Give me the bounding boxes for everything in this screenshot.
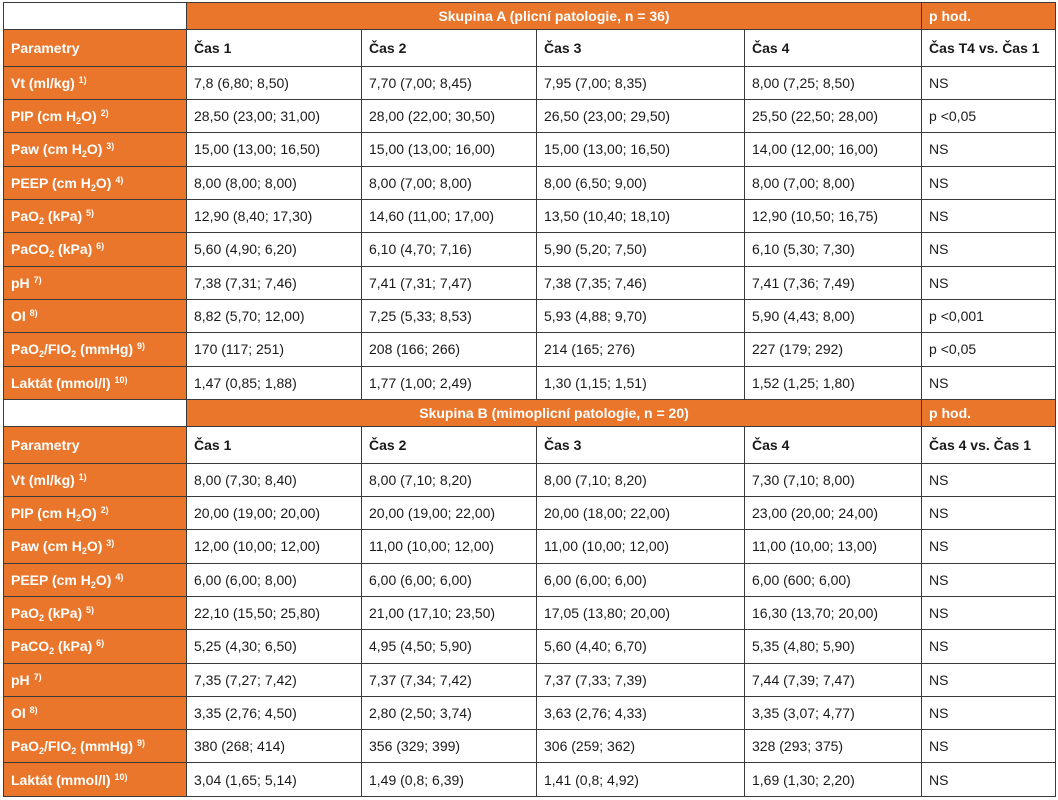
value-cell: 1,49 (0,8; 6,39)	[362, 763, 537, 797]
table-row	[4, 730, 1056, 763]
p-value-cell: NS	[922, 563, 1056, 596]
p-value-cell: NS	[922, 696, 1056, 729]
results-table	[3, 2, 1056, 797]
p-value-cell: NS	[922, 166, 1056, 199]
parameter-label: PEEP (cm $H_2O$) $^{4)}$	[4, 166, 187, 199]
parameter-label: pH $^{7)}$	[4, 663, 187, 696]
value-cell: 20,00 (19,00; 22,00)	[362, 496, 537, 529]
parameter-label: Laktát (mmol/l) $^{10)}$	[4, 763, 187, 797]
p-value-cell: NS	[922, 66, 1056, 99]
p-value-cell: NS	[922, 596, 1056, 629]
value-cell: 3,35 (3,07; 4,77)	[745, 696, 922, 729]
value-cell: 1,77 (1,00; 2,49)	[362, 366, 537, 399]
column-header: Čas 2	[362, 30, 537, 66]
table-row	[4, 299, 1056, 332]
value-cell: 170 (117; 251)	[187, 333, 362, 366]
table-row	[4, 366, 1056, 399]
table-row	[4, 133, 1056, 166]
value-cell: 28,50 (23,00; 31,00)	[187, 99, 362, 132]
table-row	[4, 763, 1056, 797]
column-header: Čas 3	[537, 427, 745, 463]
parameter-label: PIP (cm $H_2O$) $^{2)}$	[4, 496, 187, 529]
value-cell: 22,10 (15,50; 25,80)	[187, 596, 362, 629]
p-value-cell: p <0,05	[922, 99, 1056, 132]
parameter-label: PEEP (cm $H_2O$) $^{4)}$	[4, 563, 187, 596]
table-row	[4, 233, 1056, 266]
table-row	[4, 696, 1056, 729]
value-cell: 3,04 (1,65; 5,14)	[187, 763, 362, 797]
group-header-row	[4, 399, 1056, 426]
value-cell: 1,69 (1,30; 2,20)	[745, 763, 922, 797]
column-header: Čas 1	[187, 30, 362, 66]
value-cell: 7,37 (7,34; 7,42)	[362, 663, 537, 696]
parameter-label: Paw (cm $H_2O$) $^{3)}$	[4, 133, 187, 166]
value-cell: 26,50 (23,00; 29,50)	[537, 99, 745, 132]
parameter-label: OI $^{8)}$	[4, 299, 187, 332]
column-header: Čas 4 vs. Čas 1	[922, 427, 1056, 463]
p-value-cell: NS	[922, 663, 1056, 696]
value-cell: 6,10 (4,70; 7,16)	[362, 233, 537, 266]
value-cell: 7,70 (7,00; 8,45)	[362, 66, 537, 99]
value-cell: 13,50 (10,40; 18,10)	[537, 199, 745, 232]
value-cell: 208 (166; 266)	[362, 333, 537, 366]
value-cell: 5,60 (4,40; 6,70)	[537, 630, 745, 663]
value-cell: 1,30 (1,15; 1,51)	[537, 366, 745, 399]
table-row	[4, 333, 1056, 366]
table-row	[4, 463, 1056, 496]
parameter-label: $PaO_2/FIO_2$ (mmHg) $^{9)}$	[4, 333, 187, 366]
value-cell: 356 (329; 399)	[362, 730, 537, 763]
p-value-cell: p <0,001	[922, 299, 1056, 332]
p-value-cell: NS	[922, 763, 1056, 797]
value-cell: 7,38 (7,31; 7,46)	[187, 266, 362, 299]
value-cell: 1,47 (0,85; 1,88)	[187, 366, 362, 399]
value-cell: 20,00 (18,00; 22,00)	[537, 496, 745, 529]
value-cell: 3,63 (2,76; 4,33)	[537, 696, 745, 729]
value-cell: 8,00 (7,10; 8,20)	[537, 463, 745, 496]
p-value-cell: NS	[922, 366, 1056, 399]
value-cell: 306 (259; 362)	[537, 730, 745, 763]
column-header-row	[4, 30, 1056, 66]
value-cell: 5,93 (4,88; 9,70)	[537, 299, 745, 332]
value-cell: 5,60 (4,90; 6,20)	[187, 233, 362, 266]
value-cell: 1,52 (1,25; 1,80)	[745, 366, 922, 399]
value-cell: 6,10 (5,30; 7,30)	[745, 233, 922, 266]
parameter-label: PaO$_2$ (kPa) $^{5)}$	[4, 596, 187, 629]
value-cell: 5,35 (4,80; 5,90)	[745, 630, 922, 663]
value-cell: 2,80 (2,50; 3,74)	[362, 696, 537, 729]
value-cell: 8,00 (7,10; 8,20)	[362, 463, 537, 496]
value-cell: 227 (179; 292)	[745, 333, 922, 366]
p-value-cell: NS	[922, 496, 1056, 529]
value-cell: 214 (165; 276)	[537, 333, 745, 366]
value-cell: 11,00 (10,00; 12,00)	[537, 530, 745, 563]
value-cell: 6,00 (6,00; 6,00)	[537, 563, 745, 596]
group-title: Skupina A (plicní patologie, n = 36)	[187, 3, 922, 30]
p-value-cell: NS	[922, 463, 1056, 496]
value-cell: 7,41 (7,31; 7,47)	[362, 266, 537, 299]
column-header-row	[4, 427, 1056, 463]
value-cell: 3,35 (2,76; 4,50)	[187, 696, 362, 729]
value-cell: 7,95 (7,00; 8,35)	[537, 66, 745, 99]
value-cell: 8,00 (7,00; 8,00)	[362, 166, 537, 199]
p-value-header: p hod.	[922, 3, 1056, 30]
blank-corner-cell	[4, 399, 187, 426]
parameter-label: pH $^{7)}$	[4, 266, 187, 299]
table-row	[4, 199, 1056, 232]
p-value-cell: NS	[922, 530, 1056, 563]
p-value-cell: NS	[922, 199, 1056, 232]
value-cell: 15,00 (13,00; 16,50)	[187, 133, 362, 166]
value-cell: 8,00 (8,00; 8,00)	[187, 166, 362, 199]
value-cell: 8,00 (6,50; 9,00)	[537, 166, 745, 199]
table-row	[4, 496, 1056, 529]
results-table-body	[4, 3, 1056, 797]
table-row	[4, 630, 1056, 663]
column-header: Čas 4	[745, 427, 922, 463]
value-cell: 15,00 (13,00; 16,00)	[362, 133, 537, 166]
value-cell: 15,00 (13,00; 16,50)	[537, 133, 745, 166]
table-row	[4, 596, 1056, 629]
column-header: Čas T4 vs. Čas 1	[922, 30, 1056, 66]
parameter-label: Laktát (mmol/l) $^{10)}$	[4, 366, 187, 399]
value-cell: 4,95 (4,50; 5,90)	[362, 630, 537, 663]
value-cell: 14,00 (12,00; 16,00)	[745, 133, 922, 166]
p-value-header: p hod.	[922, 399, 1056, 426]
value-cell: 21,00 (17,10; 23,50)	[362, 596, 537, 629]
value-cell: 8,00 (7,00; 8,00)	[745, 166, 922, 199]
value-cell: 20,00 (19,00; 20,00)	[187, 496, 362, 529]
value-cell: 28,00 (22,00; 30,50)	[362, 99, 537, 132]
parameter-label: OI $^{8)}$	[4, 696, 187, 729]
parameter-label: Paw (cm $H_2O$) $^{3)}$	[4, 530, 187, 563]
parameter-label: PaCO$_2$ (kPa) $^{6)}$	[4, 630, 187, 663]
value-cell: 8,00 (7,25; 8,50)	[745, 66, 922, 99]
parameter-column-header: Parametry	[4, 30, 187, 66]
p-value-cell: p <0,05	[922, 333, 1056, 366]
value-cell: 12,90 (8,40; 17,30)	[187, 199, 362, 232]
value-cell: 7,25 (5,33; 8,53)	[362, 299, 537, 332]
column-header: Čas 1	[187, 427, 362, 463]
column-header: Čas 4	[745, 30, 922, 66]
value-cell: 7,8 (6,80; 8,50)	[187, 66, 362, 99]
parameter-column-header: Parametry	[4, 427, 187, 463]
value-cell: 328 (293; 375)	[745, 730, 922, 763]
value-cell: 6,00 (6,00; 8,00)	[187, 563, 362, 596]
column-header: Čas 2	[362, 427, 537, 463]
parameter-label: PIP (cm $H_2O$) $^{2)}$	[4, 99, 187, 132]
parameter-label: $PaO_2/FIO_2$ (mmHg) $^{9)}$	[4, 730, 187, 763]
p-value-cell: NS	[922, 133, 1056, 166]
parameter-label: Vt (ml/kg) $^{1)}$	[4, 66, 187, 99]
value-cell: 380 (268; 414)	[187, 730, 362, 763]
p-value-cell: NS	[922, 266, 1056, 299]
value-cell: 17,05 (13,80; 20,00)	[537, 596, 745, 629]
table-row	[4, 99, 1056, 132]
table-row	[4, 563, 1056, 596]
table-row	[4, 663, 1056, 696]
value-cell: 11,00 (10,00; 13,00)	[745, 530, 922, 563]
value-cell: 7,30 (7,10; 8,00)	[745, 463, 922, 496]
value-cell: 5,90 (4,43; 8,00)	[745, 299, 922, 332]
p-value-cell: NS	[922, 730, 1056, 763]
p-value-cell: NS	[922, 233, 1056, 266]
value-cell: 14,60 (11,00; 17,00)	[362, 199, 537, 232]
column-header: Čas 3	[537, 30, 745, 66]
group-header-row	[4, 3, 1056, 30]
value-cell: 7,41 (7,36; 7,49)	[745, 266, 922, 299]
value-cell: 7,37 (7,33; 7,39)	[537, 663, 745, 696]
table-row	[4, 66, 1056, 99]
value-cell: 12,90 (10,50; 16,75)	[745, 199, 922, 232]
value-cell: 8,82 (5,70; 12,00)	[187, 299, 362, 332]
value-cell: 6,00 (600; 6,00)	[745, 563, 922, 596]
value-cell: 16,30 (13,70; 20,00)	[745, 596, 922, 629]
value-cell: 8,00 (7,30; 8,40)	[187, 463, 362, 496]
parameter-label: PaO$_2$ (kPa) $^{5)}$	[4, 199, 187, 232]
table-row	[4, 266, 1056, 299]
value-cell: 5,90 (5,20; 7,50)	[537, 233, 745, 266]
value-cell: 23,00 (20,00; 24,00)	[745, 496, 922, 529]
table-row	[4, 530, 1056, 563]
value-cell: 11,00 (10,00; 12,00)	[362, 530, 537, 563]
value-cell: 6,00 (6,00; 6,00)	[362, 563, 537, 596]
value-cell: 25,50 (22,50; 28,00)	[745, 99, 922, 132]
value-cell: 5,25 (4,30; 6,50)	[187, 630, 362, 663]
table-row	[4, 166, 1056, 199]
value-cell: 7,44 (7,39; 7,47)	[745, 663, 922, 696]
parameter-label: PaCO$_2$ (kPa) $^{6)}$	[4, 233, 187, 266]
blank-corner-cell	[4, 3, 187, 30]
value-cell: 7,35 (7,27; 7,42)	[187, 663, 362, 696]
value-cell: 12,00 (10,00; 12,00)	[187, 530, 362, 563]
parameter-label: Vt (ml/kg) $^{1)}$	[4, 463, 187, 496]
value-cell: 7,38 (7,35; 7,46)	[537, 266, 745, 299]
value-cell: 1,41 (0,8; 4,92)	[537, 763, 745, 797]
group-title: Skupina B (mimoplicní patologie, n = 20)	[187, 399, 922, 426]
p-value-cell: NS	[922, 630, 1056, 663]
